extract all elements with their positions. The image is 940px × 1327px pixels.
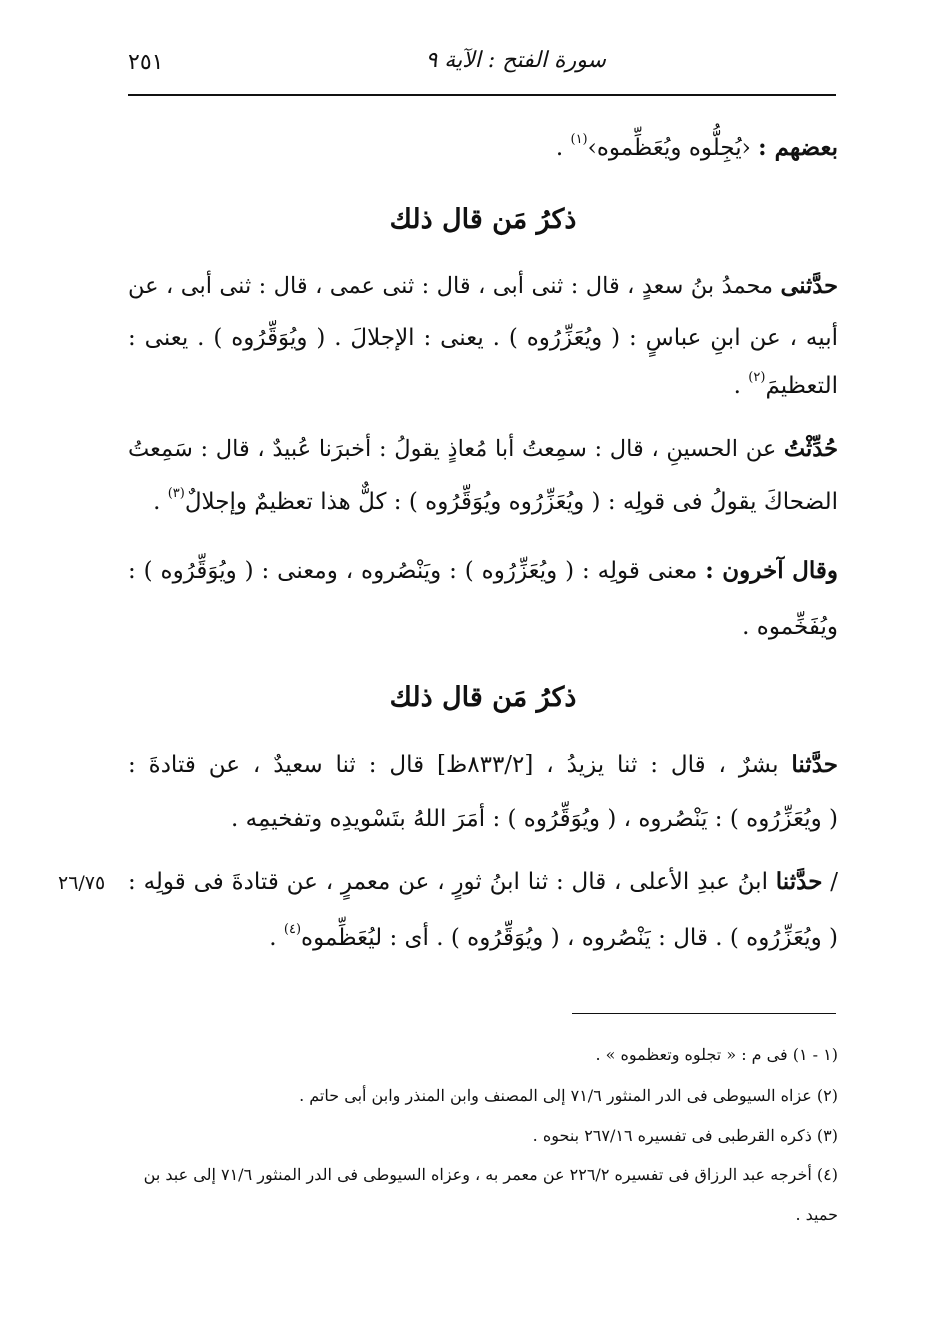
paragraph-5-line-1: [128, 749, 838, 781]
paragraph-5-line-2: ( ويُعَزِّرُوه ) : يَنْصُروه ، ( ويُوَقِّرُوه ) : أمَرَ اللهُ بتَسْويدِه وتفخيمِه .: [231, 806, 838, 832]
text: عن الحسينِ ، قال : سمِعتُ أبا مُعاذٍ يقولُ : أخبرَنا عُبيدٌ ، قال : سَمِعتُ: [128, 436, 784, 462]
footnote-4-line-1: (٤) أخرجه عبد الرزاق فى تفسيره ٢٢٦/٢ عن معمر به ، وعزاه السيوطى فى الدر المنثور ٧١/٦ إلى عبد بن: [143, 1165, 838, 1184]
lead-word: بعضهم :: [758, 134, 838, 161]
text: محمدُ بنُ سعدٍ ، قال : ثنى أبى ، قال : ثنى عمى ، قال : ثنى أبى ، عن: [128, 273, 781, 299]
margin-reference: ٢٦/٧٥: [58, 872, 106, 894]
paragraph-2-line-2: أبيه ، عن ابنِ عباسٍ : ( ويُعَزِّرُوه ) . يعنى : الإجلالَ . ( ويُوَقِّرُوه ) . يعنى :: [128, 325, 838, 351]
footnote-1: (١ - ١) فى م : « تجلوه وتعظموه » .: [595, 1045, 838, 1064]
paragraph-3-line-2: [153, 486, 838, 518]
page-header: [128, 44, 836, 96]
text: معنى قولِه : ( ويُعَزِّرُوه ) : ويَنْصُروه ، ومعنى : ( ويُوَقِّرُوه ) :: [128, 558, 706, 584]
footnote-ref: (٣): [167, 486, 185, 501]
lead-word: حدَّثنا: [791, 751, 838, 778]
text-end: .: [555, 135, 571, 161]
footnote-ref: (٢): [748, 370, 766, 385]
paragraph-2-line-3: [734, 370, 838, 402]
paragraph-4-line-1: [128, 555, 838, 587]
lead-word: وقال آخرون :: [705, 557, 838, 584]
lead-word: حدَّثنى: [780, 273, 838, 299]
paragraph-6-line-1: [128, 866, 838, 898]
footnote-ref: (١): [570, 132, 588, 147]
section-heading-2: ذكرُ مَن قال ذلك: [389, 682, 577, 713]
text: التعظيمَ: [765, 373, 838, 399]
section-heading-1: ذكرُ مَن قال ذلك: [389, 204, 577, 235]
text: بشرٌ ، قال : ثنا يزيدُ ، [٨٣٣/٢ظ] قال : ثنا سعيدٌ ، عن قتادةَ :: [128, 752, 792, 778]
text: ‹يُجِلُّوه ويُعَظِّموه›: [587, 135, 759, 161]
footnote-4-line-2: حميد .: [795, 1205, 838, 1224]
paragraph-6-line-2: [269, 922, 838, 954]
lead-word: حُدِّثْتُ: [783, 436, 838, 462]
text-end: .: [153, 489, 168, 515]
running-title: سورة الفتح : الآية ٩: [425, 48, 606, 73]
text-end: .: [269, 925, 284, 951]
lead-word: حدَّثنا: [775, 868, 823, 895]
paragraph-3-line-1: [128, 433, 838, 465]
paragraph-4-line-2: ويُفَخِّموه .: [742, 614, 838, 640]
footnote-ref: (٤): [283, 922, 302, 937]
text: ( ويُعَزِّرُوه ) . قال : يَنْصُروه ، ( ويُوَقِّرُوه ) . أى : ليُعَظِّموه: [301, 925, 838, 951]
page-number: ٢٥١: [128, 50, 164, 75]
footnote-separator: [572, 1013, 836, 1014]
text: ابنُ عبدِ الأعلى ، قال : ثنا ابنُ ثورٍ ، عن معمرٍ ، عن قتادةَ فى قولِه :: [128, 869, 776, 895]
text-end: .: [733, 373, 749, 399]
footnote-3: (٣) ذكره القرطبى فى تفسيره ٢٦٧/١٦ بنحوه .: [532, 1126, 838, 1145]
page-marker: /: [822, 869, 839, 895]
text: الضحاكَ يقولُ فى قولِه : ( ويُعَزِّرُوه ويُوَقِّرُوه ) : كلٌّ هذا تعظيمٌ وإجلالٌ: [184, 489, 838, 515]
paragraph-2-line-1: [128, 270, 838, 302]
footnote-2: (٢) عزاه السيوطى فى الدر المنثور ٧١/٦ إلى المصنف وابن المنذر وابن أبى حاتم .: [299, 1086, 838, 1105]
paragraph-1: [556, 132, 838, 164]
